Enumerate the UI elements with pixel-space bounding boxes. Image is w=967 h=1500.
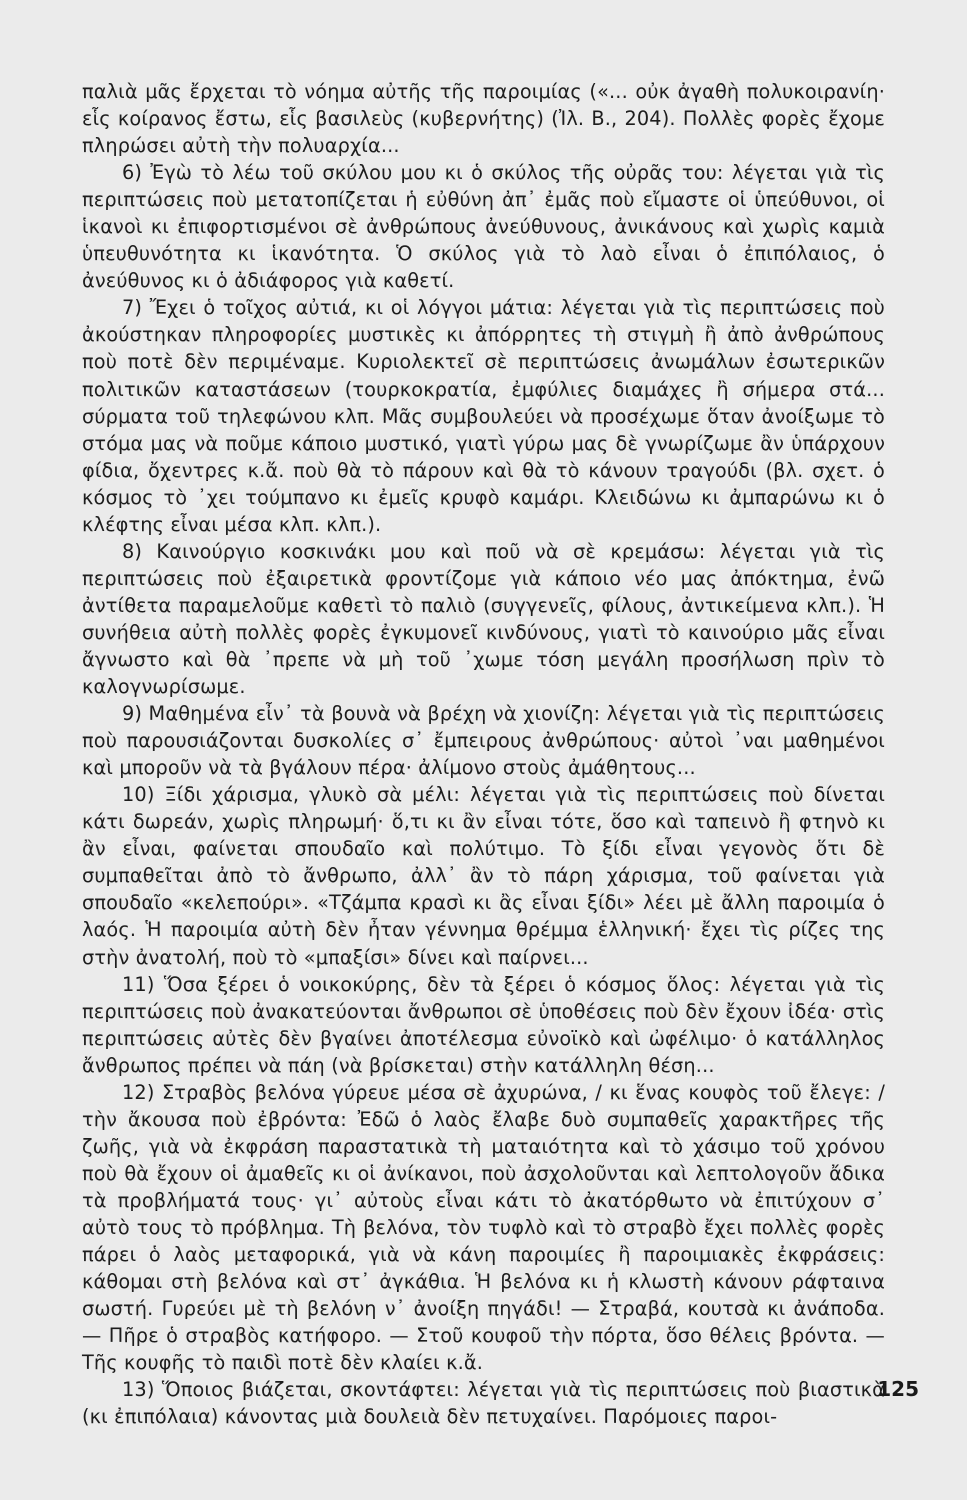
paragraph-9: 9) Μαθημένα εἶν᾽ τὰ βουνὰ νὰ βρέχη νὰ χιονίζη: λέγεται γιὰ τὶς περιπτώσεις ποὺ παρουσιάζονται δυσκολίες σ᾽ ἔμπειρους ἀνθρώπους· αὐτοὶ ᾽ναι μαθημένοι καὶ μποροῦν νὰ τὰ βγάλουν πέρα· ἀλίμονο στοὺς ἀμάθητους... [82,702,885,780]
paragraph-11: 11) Ὅσα ξέρει ὁ νοικοκύρης, δὲν τὰ ξέρει ὁ κόσμος ὅλος: λέγεται γιὰ τὶς περιπτώσεις ποὺ ἀνακατεύονται ἄνθρωποι σὲ ὑποθέσεις ποὺ δὲν ἔχουν ἰδέα· στὶς περιπτώσεις αὐτὲς δὲν βγαίνει ἀποτέλεσμα εὐνοϊκὸ καὶ ὠφέλιμο· ὁ κατάλληλος ἄνθρωπος πρέπει νὰ πάη (νὰ βρίσκεται) στὴν κατάλληλη θέση... [82,972,885,1077]
paragraph-12: 12) Στραβὸς βελόνα γύρευε μέσα σὲ ἀχυρώνα, / κι ἕνας κουφὸς τοῦ ἔλεγε: / τὴν ἄκουσα ποὺ ἐβρόντα: Ἐδῶ ὁ λαὸς ἔλαβε δυὸ συμπαθεῖς χαρακτῆρες τῆς ζωῆς, γιὰ νὰ ἐκφράση παραστατικὰ τὴ ματαιότητα καὶ τὸ χάσιμο τοῦ χρόνου ποὺ θὰ ἔχουν οἱ ἀμαθεῖς κι οἱ ἀνίκανοι, ποὺ ἀσχολοῦνται καὶ λεπτολογοῦν ἄδικα τὰ προβλήματά τους· γι᾽ αὐτοὺς εἶναι κάτι τὸ ἀκατόρθωτο νὰ ἐπιτύχουν σ᾽ αὐτὸ τους τὸ πρόβλημα. Τὴ βελόνα, τὸν τυφλὸ καὶ τὸ στραβὸ ἔχει πολλὲς φορὲς πάρει ὁ λαὸς μεταφορικά, γιὰ νὰ κάνη παροιμίες ἢ παροιμιακὲς ἐκφράσεις: κάθομαι στὴ βελόνα καὶ στ᾽ ἀγκάθια. Ἡ βελόνα κι ἡ κλωστὴ κάνουν ράφταινα σωστή. Γυρεύει μὲ τὴ βελόνη ν᾽ ἀνοίξη πηγάδι! — Στραβά, κουτσὰ κι ἀνάποδα. — Πῆρε ὁ στραβὸς κατήφορο. — Στοῦ κουφοῦ τὴν πόρτα, ὅσο θέλεις βρόντα. — Τῆς κουφῆς τὸ παιδὶ ποτὲ δὲν κλαίει κ.ἄ. [82,1080,885,1375]
paragraph-8: 8) Καινούργιο κοσκινάκι μου καὶ ποῦ νὰ σὲ κρεμάσω: λέγεται γιὰ τὶς περιπτώσεις ποὺ ἐξαιρετικὰ φροντίζομε γιὰ κάποιο νέο μας ἀπόκτημα, ἐνῶ ἀντίθετα παραμελοῦμε καθετὶ τὸ παλιὸ (συγγενεῖς, φίλους, ἀντικείμενα κλπ.). Ἡ συνήθεια αὐτὴ πολλὲς φορὲς ἐγκυμονεῖ κινδύνους, γιατὶ τὸ καινούριο μᾶς εἶναι ἄγνωστο καὶ θὰ ᾽πρεπε νὰ μὴ τοῦ ᾽χωμε τόση μεγάλη προσήλωση πρὶν τὸ καλογνωρίσωμε. [82,539,885,699]
paragraph-13: 13) Ὅποιος βιάζεται, σκοντάφτει: λέγεται γιὰ τὶς περιπτώσεις ποὺ βιαστικὰ (κι ἐπιπόλαια) κάνοντας μιὰ δουλειὰ δὲν πετυχαίνει. Παρόμοιες παροι- [82,1378,885,1429]
paragraph-7: 7) Ἔχει ὁ τοῖχος αὐτιά, κι οἱ λόγγοι μάτια: λέγεται γιὰ τὶς περιπτώσεις ποὺ ἀκούστηκαν πληροφορίες μυστικὲς κι ἀπόρρητες τὴ στιγμὴ ἢ ἀπὸ ἀνθρώπους ποὺ ποτὲ δὲν περιμέναμε. Κυριολεκτεῖ σὲ περιπτώσεις ἀνωμάλων ἐσωτερικῶν πολιτικῶν καταστάσεων (τουρκοκρατία, ἐμφύλιες διαμάχες ἢ σήμερα στά... σύρματα τοῦ τηλεφώνου κλπ. Μᾶς συμβουλεύει νὰ προσέχωμε ὅταν ἀνοίξωμε τὸ στόμα μας νὰ ποῦμε κάποιο μυστικό, γιατὶ γύρω μας δὲ γνωρίζωμε ἂν ὑπάρχουν φίδια, ὄχεντρες κ.ἄ. ποὺ θὰ τὸ πάρουν καὶ θὰ τὸ κάνουν τραγούδι (βλ. σχετ. ὁ κόσμος τὸ ᾽χει τούμπανο κι ἐμεῖς κρυφὸ καμάρι. Κλειδώνω κι ἀμπαρώνω κι ὁ κλέφτης εἶναι μέσα κλπ. κλπ.). [82,296,885,536]
page-number: 125 [877,1377,919,1401]
paragraph-6: 6) Ἐγὼ τὸ λέω τοῦ σκύλου μου κι ὁ σκύλος τῆς οὐρᾶς του: λέγεται γιὰ τὶς περιπτώσεις ποὺ μετατοπίζεται ἡ εὐθύνη ἀπ᾽ ἐμᾶς ποὺ εἴμαστε οἱ ὑπεύθυνοι, οἱ ἱκανοὶ κι ἐπιφορτισμένοι σὲ ἀνθρώπους ἀνεύθυνους, ἀνικάνους καὶ χωρὶς καμιὰ ὑπευθυνότητα κι ἱκανότητα. Ὁ σκύλος γιὰ τὸ λαὸ εἶναι ὁ ἐπιπόλαιος, ὁ ἀνεύθυνος κι ὁ ἀδιάφορος γιὰ καθετί. [82,161,885,293]
paragraph-10: 10) Ξίδι χάρισμα, γλυκὸ σὰ μέλι: λέγεται γιὰ τὶς περιπτώσεις ποὺ δίνεται κάτι δωρεάν, χωρὶς πληρωμή· ὅ,τι κι ἂν εἶναι τότε, ὅσο καὶ ταπεινὸ ἢ φτηνὸ κι ἂν εἶναι, φαίνεται σπουδαῖο καὶ πολύτιμο. Τὸ ξίδι εἶναι γεγονὸς ὅτι δὲ συμπαθεῖται ἀπὸ τὸ ἄνθρωπο, ἀλλ᾽ ἂν τὸ πάρη χάρισμα, τοῦ φαίνεται γιὰ σπουδαῖο «κελεπούρι». «Τζάμπα κρασὶ κι ἂς εἶναι ξίδι» λέει μὲ ἄλλη παροιμία ὁ λαός. Ἡ παροιμία αὐτὴ δὲν ἦταν γέννημα θρέμμα ἑλληνική· ἔχει τὶς ρίζες της στὴν ἀνατολή, ποὺ τὸ «μπαξίσι» δίνει καὶ παίρνει... [82,783,885,969]
paragraph-intro: παλιὰ μᾶς ἔρχεται τὸ νόημα αὐτῆς τῆς παροιμίας («... οὐκ ἀγαθὴ πολυκοιρανίη· εἷς κοίρανος ἔστω, εἷς βασιλεὺς (κυβερνήτης) (Ἰλ. Β., 204). Πολλὲς φορὲς ἔχομε πληρώσει αὐτὴ τὴν πολυαρχία... [82,80,885,158]
body-text [82,78,885,1430]
